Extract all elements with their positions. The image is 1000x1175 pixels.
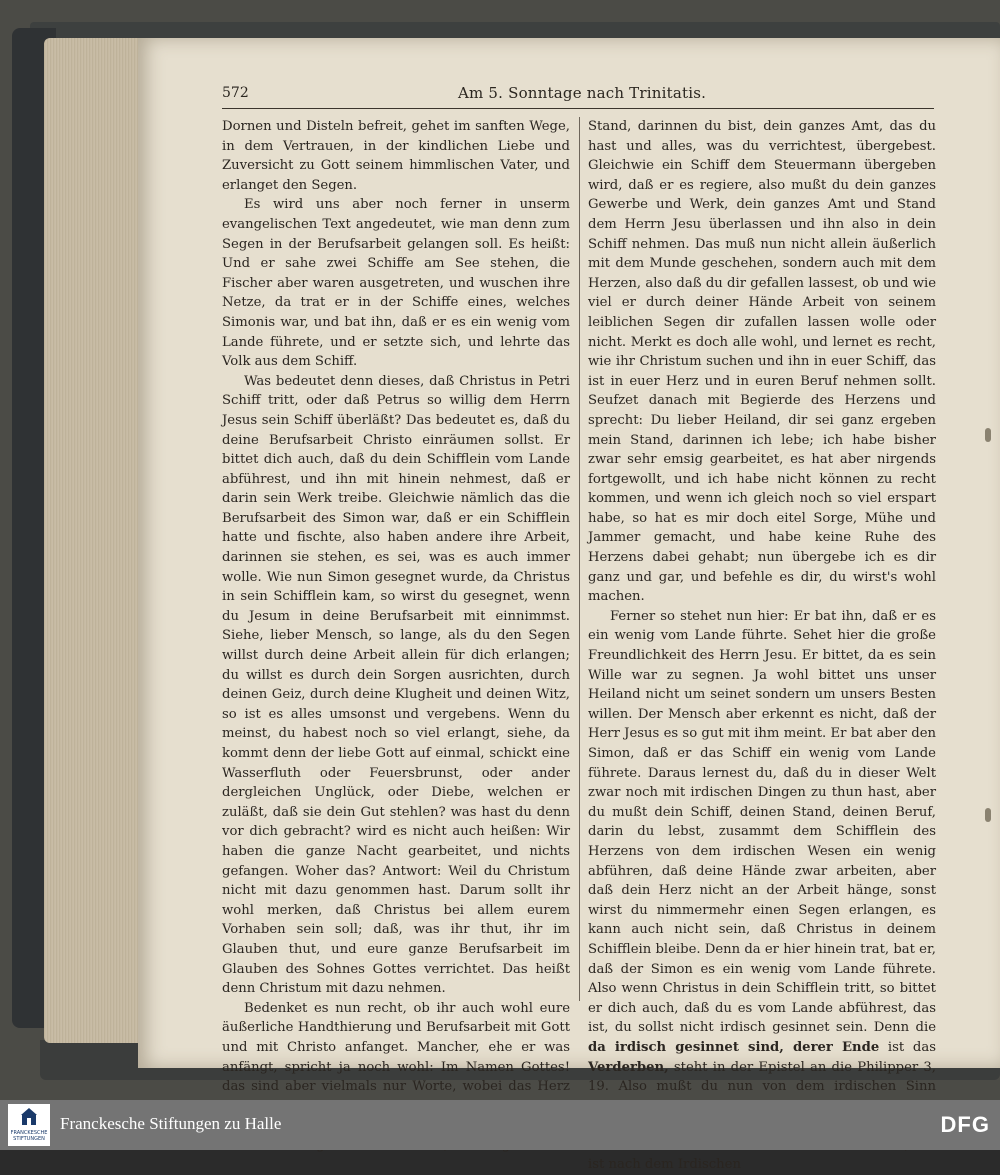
page-edges [44,38,144,1043]
bold-quotation: da irdisch gesinnet sind, derer Ende [588,1039,880,1055]
right-column [588,117,936,1175]
paragraph: Dornen und Disteln befreit, gehet im sanften Wege, in dem Vertrauen, in der kindlichen Liebe und Zuversicht zu Gott seinem himmlischen Vater, und erlanget den Segen. [222,119,570,193]
building-icon [21,1108,37,1126]
dfg-logo[interactable]: DFG [940,1112,990,1137]
running-head: Am 5. Sonntage nach Trinitatis. [458,84,707,102]
paragraph [588,607,936,1175]
institution-logo[interactable] [8,1104,50,1146]
paragraph: Es wird uns aber noch ferner in unserm evangelischen Text angedeutet, wie man denn zum Segen in der Berufsarbeit gelangen soll. Es heißt: Und er sahe zwei Schiffe am See stehen, die Fischer aber waren ausgetreten, und wuschen ihre Netze, da trat er in der Schiffe eines, welches Simonis war, und bat ihn, daß er es ein wenig vom Lande führete, und er setzte sich, und lehrte das Volk aus dem Schiff. [222,197,570,370]
left-column [222,117,570,1155]
paragraph: Bedenket es nun recht, ob ihr auch wohl eure äußerliche Handthierung und Berufsarbeit mit Gott und mit Christo anfanget. Mancher, ehe er was anfängt, spricht ja noch wohl: Im Namen Gottes! das sind aber vielmals nur Worte, wobei das Herz [222,1000,570,1095]
page-mark [985,428,991,442]
footer-bar [0,1100,1000,1150]
paragraph-text: ist das [879,1039,936,1055]
page-mark [985,808,991,822]
paragraph: Was bedeutet denn dieses, daß Christus in Petri Schiff tritt, oder daß Petrus so willig dem Herrn Jesus sein Schiff überläßt? Das bedeutet es, daß du deine Berufsarbeit Christo einräumen sollst. Er bittet dich auch, daß du dein Schifflein vom Lande abführest, und ihn mit hinein nehmest, daß er darin sein Werk treibe. Gleichwie nämlich das die Berufsarbeit des Simon war, daß er ein Schifflein hatte und fischte, also haben andere ihre Arbeit, darinnen sie stehen, es sei, was es auch immer wolle. Wie nun Simon gesegnet wurde, da Christus in sein Schifflein kam, so wirst du gesegnet, wenn du Jesum in deine Berufsarbeit mit einnimmst. Siehe, lieber Mensch, so lange, als du den Segen willst durch deine Arbeit allein für dich erlangen; du willst es durch dein Sorgen ausrichten, durch deinen Geiz, durch deine Klugheit und deinen Witz, so ist es alles umsonst und vergebens. Wenn du meinst, du habest noch so viel erlangt, siehe, da kommt denn der liebe Gott auf einmal, schickt eine Wasserfluth oder Feuersbrunst, oder ander dergleichen Unglück, oder Diebe, welchen er zuläßt, daß sie dein Gut stehlen? was hast du denn vor dich gebracht? wird es nicht auch heißen: Wir haben die ganze Nacht gearbeitet, und nichts gefangen. Woher das? Antwort: Weil du Christum nicht mit dazu genommen hast. Darum sollt ihr wohl merken, daß Christus bei allem eurem Vorhaben sein soll; daß, was ihr thut, ihr im Glauben thut, und eure ganze Berufsarbeit im Glauben des Sohnes Gottes verrichtet. Das heißt denn Christum mit dazu nehmen. [222,373,570,997]
institution-name[interactable]: Franckesche Stiftungen zu Halle [60,1114,282,1133]
logo-text: FRANCKESCHE STIFTUNGEN [10,1130,48,1142]
bold-quotation: Verderben, [588,1059,669,1075]
paragraph: Stand, darinnen du bist, dein ganzes Amt, das du hast und alles, was du verrichtest, übergebest. Gleichwie ein Schiff dem Steuermann übergeben wird, daß er es regiere, also mußt du dein ganzes Gewerbe und Werk, dein ganzes Amt und Stand dem Herrn Jesu überlassen und ihn also in dein Schiff nehmen. Das muß nun nicht allein äußerlich mit dem Munde geschehen, sondern auch mit dem Herzen, also daß du dir gefallen lassest, ob und wie viel er durch deiner Hände Arbeit von seinem leiblichen Segen dir zufallen lassen wolle oder nicht. Merkt es doch alle wohl, und lernet es recht, wie ihr Christum suchen und ihn in euer Schiff, das ist in euer Herz und in euren Beruf nehmen sollt. Seufzet danach mit Begierde des Herzens und sprecht: Du lieber Heiland, dir sei ganz ergeben mein Stand, darinnen ich lebe; ich habe bisher zwar sehr emsig gearbeitet, es hat aber nirgends fortgewollt, und ich habe nicht können zu recht kommen, und wenn ich gleich noch so viel erspart habe, so hat es mir doch eitel Sorge, Mühe und Jammer gemacht, und habe keine Ruhe des Herzens dabei gehabt; nun übergebe ich es dir ganz und gar, und befehle es dir, du wirst's wohl machen. [588,119,936,605]
column-divider [579,117,580,1001]
page-number: 572 [222,85,249,101]
paragraph-text: Ferner so stehet nun hier: Er bat ihn, daß er es ein wenig vom Lande führte. Sehet hier die große Freundlichkeit des Herrn Jesu. Er bittet, da es sein Wille war zu segnen. Ja wohl bittet uns unser Heiland nicht um seinet sondern um unsers Besten willen. Der Mensch aber erkennt es nicht, daß der Herr Jesus es so gut mit ihm meint. Er bat aber den Simon, daß er das Schiff ein wenig vom Lande führete. Daraus lernest du, daß du in dieser Welt zwar noch mit irdischen Dingen zu thun hast, aber du mußt dein Schiff, deinen Stand, deinen Beruf, darin du lebst, zusammt dem Schifflein des Herzens von dem irdischen Wesen ein wenig abführen, daß deine Hände zwar arbeiten, aber daß dein Herz nicht an der Arbeit hänge, sonst wirst du nimmermehr einen Segen erlangen, es kann auch nicht sein, daß Christus in deinem Schifflein bleibe. Denn da er hier hinein trat, bat er, daß der Simon es ein wenig vom Lande führete. Also wenn Christus in dein Schifflein tritt, so bittet er dich auch, daß du es vom Lande abführest, das ist, du sollst nicht irdisch gesinnet sein. Denn die [588,608,936,1036]
header-rule [222,108,934,109]
paragraph-text: steht in der Epistel an die Philipper 3, 19. Also mußt du nun von dem irdischen Sinn ist nach dem Irdischen [588,1059,936,1173]
